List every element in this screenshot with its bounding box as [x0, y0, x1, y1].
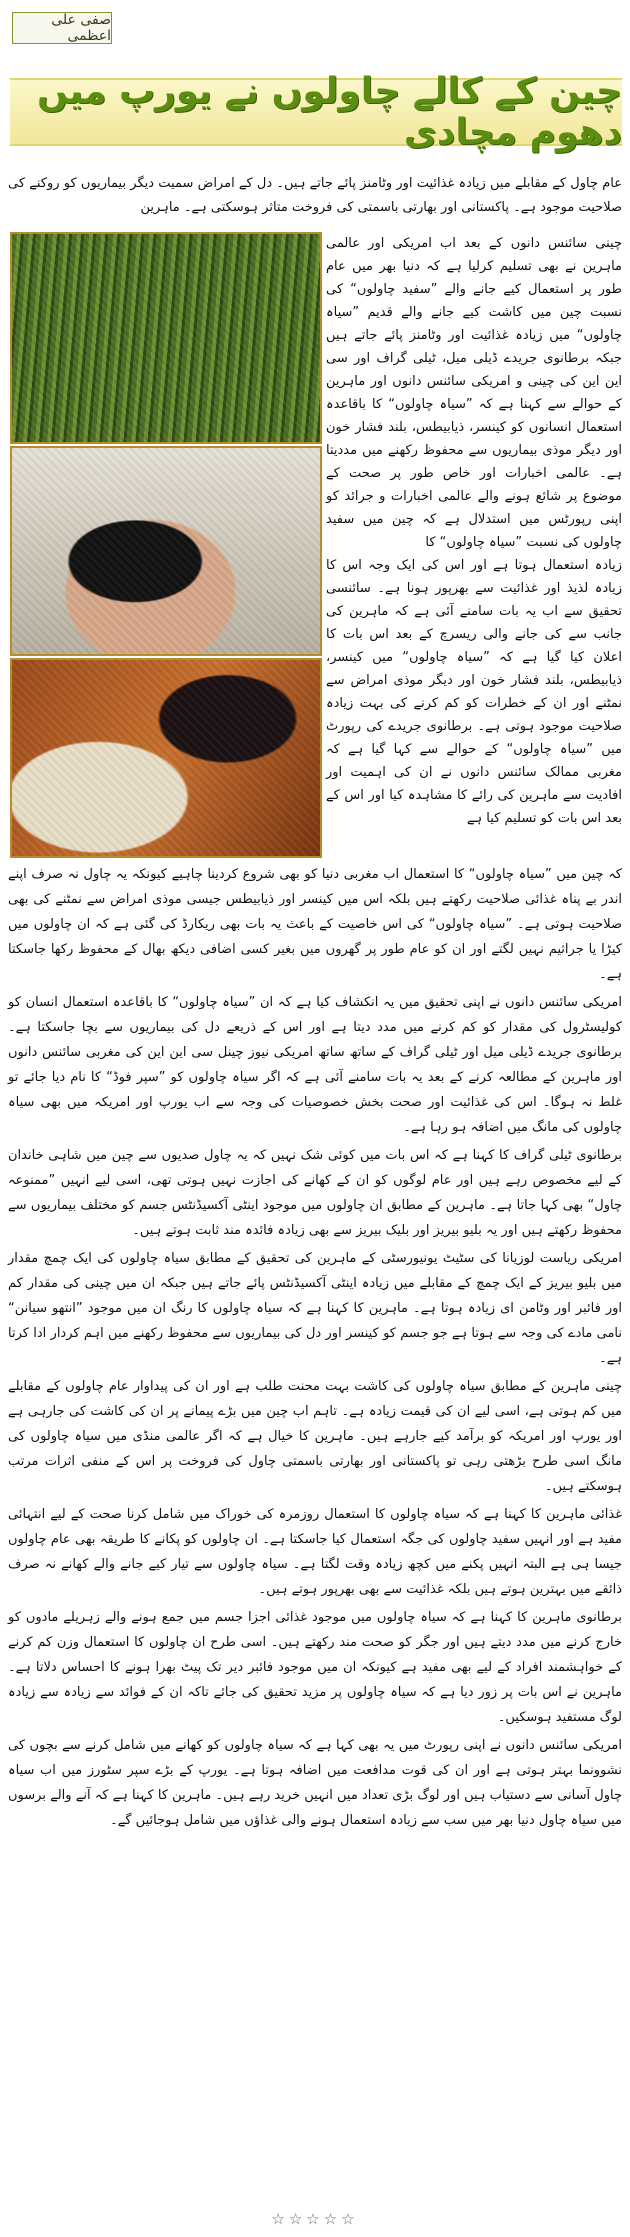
- article-body: [8, 862, 622, 1836]
- body-paragraph: امریکی ریاست لوزیانا کی سٹیٹ یونیورسٹی کے ماہرین کی تحقیق کے مطابق سیاہ چاولوں کی ایک چمچ مقدار میں بلیو بیریز کے ایک چمچ کے مقابلے میں زیادہ اینٹی آکسیڈنٹس پائے جاتے ہیں جبکہ ان میں چینی کی مقدار کم اور فائبر اور وٹامن ای زیادہ ہوتا ہے۔ ماہرین کا کہنا ہے کہ سیاہ چاولوں کا رنگ ان میں موجود ”انتھو سیانن“ نامی مادے کی وجہ سے ہوتا ہے جو جسم کو کینسر اور دل کی بیماریوں سے محفوظ رکھنے میں اہم کردار ادا کرتا ہے۔: [8, 1251, 622, 1366]
- article-lead: [8, 172, 622, 220]
- body-paragraph: برطانوی ٹیلی گراف کا کہنا ہے کہ اس بات میں کوئی شک نہیں کہ یہ چاول صدیوں سے چین میں شاہی خاندان کے لیے مخصوص رہے ہیں اور عام لوگوں کو ان کے کھانے کی اجازت نہیں ہوتی تھی، اسی لیے انہیں ”ممنوعہ چاول“ بھی کہا جاتا ہے۔ ماہرین کے مطابق ان چاولوں میں موجود اینٹی آکسیڈنٹس جسم کو مختلف بیماریوں سے محفوظ رکھتے ہیں اور یہ بلیو بیریز اور بلیک بیریز سے بھی زیادہ فائدہ مند ثابت ہوتے ہیں۔: [8, 1148, 622, 1238]
- article-headline: چین کے کالے چاولوں نے یورپ میں دھوم مچادی: [10, 78, 622, 146]
- side-paragraph: چینی سائنس دانوں کے بعد اب امریکی اور عالمی ماہرین نے بھی تسلیم کرلیا ہے کہ دنیا بھر میں عام طور پر استعمال کیے جانے والے ”سفید چاولوں“ کی نسبت چین میں کاشت کیے جانے والے قدیم ”سیاہ چاولوں“ میں زیادہ غذائیت اور وٹامنز پائے جاتے ہیں جبکہ برطانوی جریدے ڈیلی میل، ٹیلی گراف اور سی این این کی چینی و امریکی سائنس دانوں اور ماہرین کے حوالے سے کہنا ہے کہ ”سیاہ چاولوں“ کا باقاعدہ استعمال انسانوں کو کینسر، ذیابیطس، بلند فشار خون اور دیگر موذی بیماریوں سے محفوظ رکھنے میں مددیتا ہے۔ عالمی اخبارات اور خاص طور پر صحت کے موضوع پر شائع ہونے والے عالمی اخبارات و جرائد کو اپنی رپورٹس میں استدلال ہے کہ چین میں سفید چاولوں کی نسبت ”سیاہ چاولوں“ کا: [326, 236, 622, 550]
- lead-paragraph: عام چاول کے مقابلے میں زیادہ غذائیت اور وٹامنز پائے جاتے ہیں۔ دل کے امراض سمیت دیگر بیماریوں کو روکنے کی صلاحیت موجود ہے۔ پاکستانی اور بھارتی باسمتی کی فروخت متاثر ہوسکتی ہے۔ ماہرین: [8, 176, 622, 215]
- rice-field-photo: [10, 232, 322, 444]
- black-rice-in-hand-photo: [10, 446, 322, 656]
- side-column-text: [326, 232, 622, 830]
- body-paragraph: غذائی ماہرین کا کہنا ہے کہ سیاہ چاولوں کا استعمال روزمرہ کی خوراک میں شامل کرنا صحت کے لیے انتہائی مفید ہے اور انہیں سفید چاولوں کی جگہ استعمال کیا جاسکتا ہے۔ ان چاولوں کو پکانے کا طریقہ بھی عام چاولوں جیسا ہی ہے البتہ انہیں پکنے میں کچھ زیادہ وقت لگتا ہے۔ سیاہ چاولوں سے تیار کیے جانے والے کھانے نہ صرف ذائقے میں بہترین ہوتے ہیں بلکہ غذائیت سے بھی بھرپور ہوتے ہیں۔: [8, 1507, 622, 1597]
- body-paragraph: کہ چین میں ”سیاہ چاولوں“ کا استعمال اب مغربی دنیا کو بھی شروع کردینا چاہیے کیونکہ یہ چاول نہ صرف اپنے اندر بے پناہ غذائی صلاحیت رکھتے ہیں بلکہ اس میں کینسر اور ذیابیطس جیسی موذی امراض سے نمٹنے کی بھی صلاحیت ہوتی ہے۔ ”سیاہ چاولوں“ کی اس خاصیت کے باعث یہ بات بھی ریکارڈ کی گئی ہے کہ ان چاولوں میں کیڑا یا جراثیم نہیں لگتے اور ان کو عام طور پر گھروں میں بغیر کسی اضافی دیکھ بھال کے محفوظ رکھا جاسکتا ہے۔: [8, 867, 622, 982]
- rice-bowls-photo: [10, 658, 322, 858]
- body-paragraph: برطانوی ماہرین کا کہنا ہے کہ سیاہ چاولوں میں موجود غذائی اجزا جسم میں جمع ہونے والے زہریلے مادوں کو خارج کرنے میں مدد دیتے ہیں اور جگر کو صحت مند رکھتے ہیں۔ اسی طرح ان چاولوں کا استعمال وزن کم کرنے کے خواہشمند افراد کے لیے بھی مفید ہے کیونکہ ان میں موجود فائبر دیر تک پیٹ بھرا ہونے کا احساس دلاتا ہے۔ ماہرین نے اس بات پر زور دیا ہے کہ سیاہ چاولوں پر مزید تحقیق کی جائے تاکہ ان کے فوائد سے زیادہ سے زیادہ لوگ مستفید ہوسکیں۔: [8, 1610, 622, 1725]
- author-byline: صفی علی اعظمی: [12, 12, 112, 44]
- side-paragraph: زیادہ استعمال ہوتا ہے اور اس کی ایک وجہ اس کا زیادہ لذیذ اور غذائیت سے بھرپور ہونا ہے۔ سائنسی تحقیق سے اب یہ بات سامنے آئی ہے کہ ماہرین کی جانب سے کی جانے والی ریسرچ کے بعد اس بات کا اعلان کیا گیا ہے کہ ”سیاہ چاولوں“ میں کینسر، ذیابیطس، بلند فشار خون اور دیگر موذی امراض سے نمٹنے اور ان کے خطرات کو کم کرنے کی بہت زیادہ صلاحیت موجود ہوتی ہے۔ برطانوی جریدے کی رپورٹ میں ”سیاہ چاولوں“ کے حوالے سے کہا گیا ہے کہ مغربی ممالک سائنس دانوں نے ان کی اہمیت اور افادیت سے ماہرین کی رائے کا مشاہدہ کیا اور اس کے بعد اس بات کو تسلیم کیا ہے: [326, 558, 622, 826]
- end-of-article-stars: ☆☆☆☆☆: [271, 2210, 359, 2228]
- body-paragraph: چینی ماہرین کے مطابق سیاہ چاولوں کی کاشت بہت محنت طلب ہے اور ان کی پیداوار عام چاولوں کے مقابلے میں کم ہوتی ہے، اسی لیے ان کی قیمت زیادہ ہے۔ تاہم اب چین میں بڑے پیمانے پر ان کی کاشت کی جارہی ہے اور یورپ اور امریکہ کو برآمد کیے جارہے ہیں۔ ماہرین کا خیال ہے کہ اگر عالمی منڈی میں سیاہ چاولوں کی مانگ اسی طرح بڑھتی رہی تو پاکستانی اور بھارتی باسمتی چاول کی فروخت پر اس کے منفی اثرات مرتب ہوسکتے ہیں۔: [8, 1379, 622, 1494]
- body-paragraph: امریکی سائنس دانوں نے اپنی تحقیق میں یہ انکشاف کیا ہے کہ ان ”سیاہ چاولوں“ کا باقاعدہ استعمال انسان کو کولیسٹرول کی مقدار کو کم کرنے میں مدد دیتا ہے اور اس کے ذریعے دل کی بیماریوں سے بچا جاسکتا ہے۔ برطانوی جریدے ڈیلی میل اور ٹیلی گراف کے ساتھ ساتھ امریکی نیوز چینل سی این این کی مغربی سائنس دانوں اور ماہرین کے مطالعہ کرنے کے بعد یہ بات سامنے آئی ہے کہ اگر سیاہ چاولوں کو ”سپر فوڈ“ کا نام دیا جائے تو غلط نہ ہوگا۔ اس کی غذائیت اور صحت بخش خصوصیات کی وجہ سے اب یورپ اور امریکہ میں بھی سیاہ چاولوں کی مانگ میں اضافہ ہو رہا ہے۔: [8, 995, 622, 1135]
- body-paragraph: امریکی سائنس دانوں نے اپنی رپورٹ میں یہ بھی کہا ہے کہ سیاہ چاولوں کو کھانے میں شامل کرنے سے بچوں کی نشوونما بہتر ہوتی ہے اور ان کی قوت مدافعت میں اضافہ ہوتا ہے۔ یورپ کے بڑے سپر سٹورز میں اب سیاہ چاول آسانی سے دستیاب ہیں اور لوگ بڑی تعداد میں انہیں خرید رہے ہیں۔ ماہرین کا کہنا ہے کہ آنے والے برسوں میں سیاہ چاول دنیا بھر میں سب سے زیادہ استعمال ہونے والی غذاؤں میں شامل ہوجائیں گے۔: [8, 1738, 622, 1828]
